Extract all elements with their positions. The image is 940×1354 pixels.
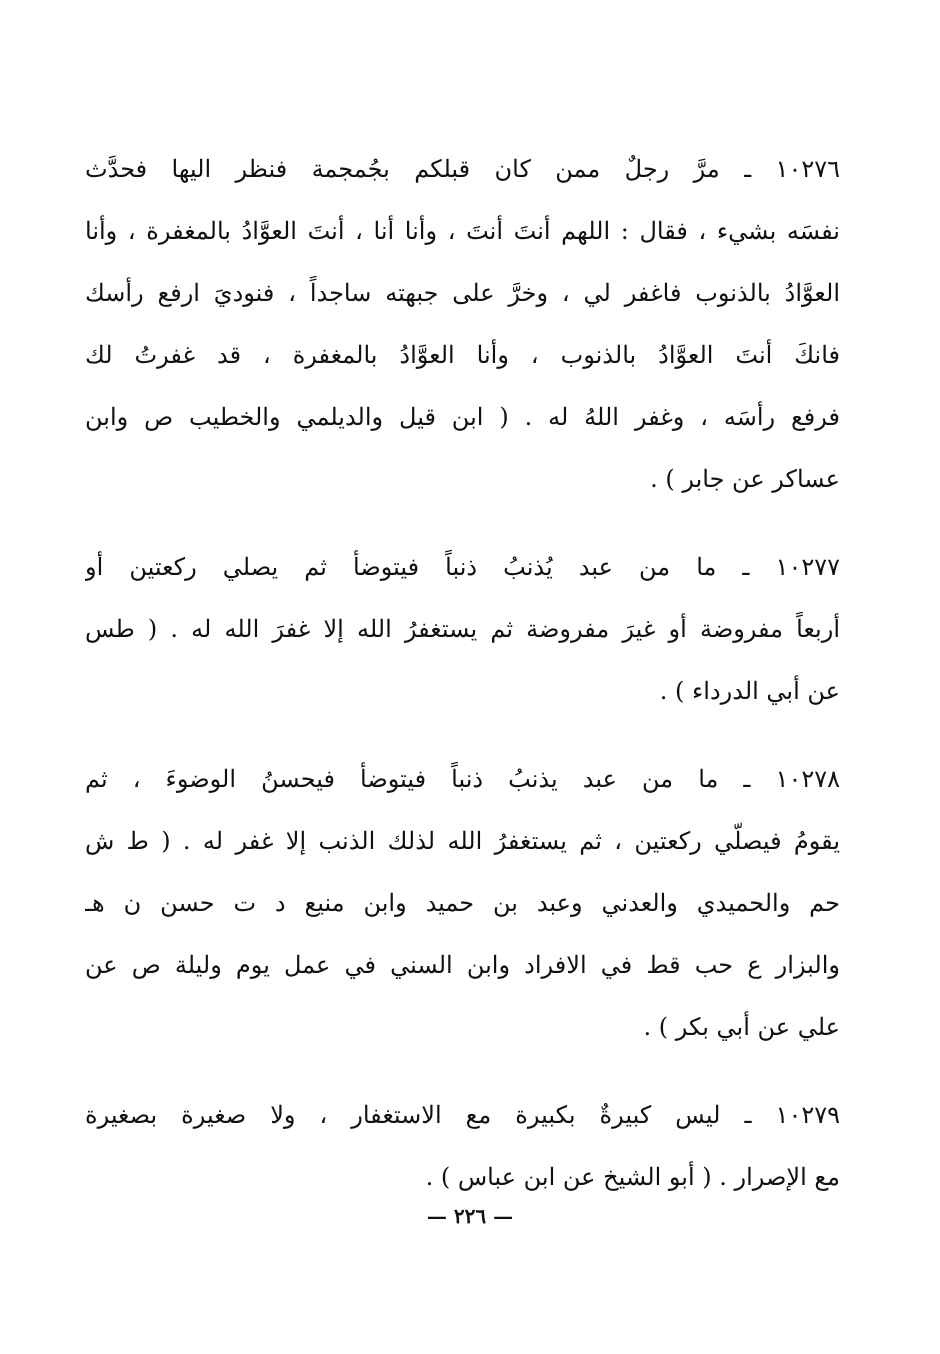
text-line: والبزار ع حب قط في الافراد وابن السني في عمل يوم وليلة ص عن (85, 951, 840, 979)
text-line: ١٠٢٧٩ ـ ليس كبيرةٌ بكبيرة مع الاستغفار ، ولا صغيرة بصغيرة (85, 1101, 840, 1129)
text-line: أربعاً مفروضة أو غيرَ مفروضة ثم يستغفرُ الله إلا غفرَ الله له . ( طس (85, 615, 840, 643)
hadith-entry-10277 (85, 536, 840, 722)
hadith-entry-10278 (85, 748, 840, 1058)
text-line: فرفع رأسَه ، وغفر اللهُ له . ( ابن قيل والديلمي والخطيب ص وابن (85, 403, 840, 431)
text-line: حم والحميدي والعدني وعبد بن حميد وابن منيع د ت حسن ن هـ (85, 889, 840, 917)
text-line: فانكَ أنتَ العوَّادُ بالذنوب ، وأنا العوَّادُ بالمغفرة ، قد غفرتُ لك (85, 341, 840, 369)
page-body (85, 138, 840, 1238)
text-line: ١٠٢٧٦ ـ مرَّ رجلٌ ممن كان قبلكم بجُمجمة فنظر اليها فحدَّث (85, 155, 840, 183)
page-number: — ٢٢٦ — (426, 1204, 514, 1228)
text-line: علي عن أبي بكر ) . (643, 1013, 840, 1041)
text-line: يقومُ فيصلّي ركعتين ، ثم يستغفرُ الله لذلك الذنب إلا غفر له . ( ط ش (85, 827, 840, 855)
text-line: العوَّادُ بالذنوب فاغفر لي ، وخرَّ على جبهته ساجداً ، فنوديَ ارفع رأسك (85, 279, 840, 307)
text-line: عساكر عن جابر ) . (650, 465, 840, 493)
hadith-entry-10279 (85, 1084, 840, 1208)
text-line: عن أبي الدرداء ) . (659, 677, 840, 705)
text-line: ١٠٢٧٨ ـ ما من عبد يذنبُ ذنباً فيتوضأ فيحسنُ الوضوءَ ، ثم (85, 765, 840, 793)
text-line: ١٠٢٧٧ ـ ما من عبد يُذنبُ ذنباً فيتوضأ ثم يصلي ركعتين أو (85, 553, 840, 581)
text-line: مع الإصرار . ( أبو الشيخ عن ابن عباس ) . (425, 1163, 840, 1191)
hadith-entry-10276 (85, 138, 840, 510)
text-line: نفسَه بشيء ، فقال : اللهم أنتَ أنتَ ، وأنا أنا ، أنتَ العوَّادُ بالمغفرة ، وأنا (85, 217, 840, 245)
